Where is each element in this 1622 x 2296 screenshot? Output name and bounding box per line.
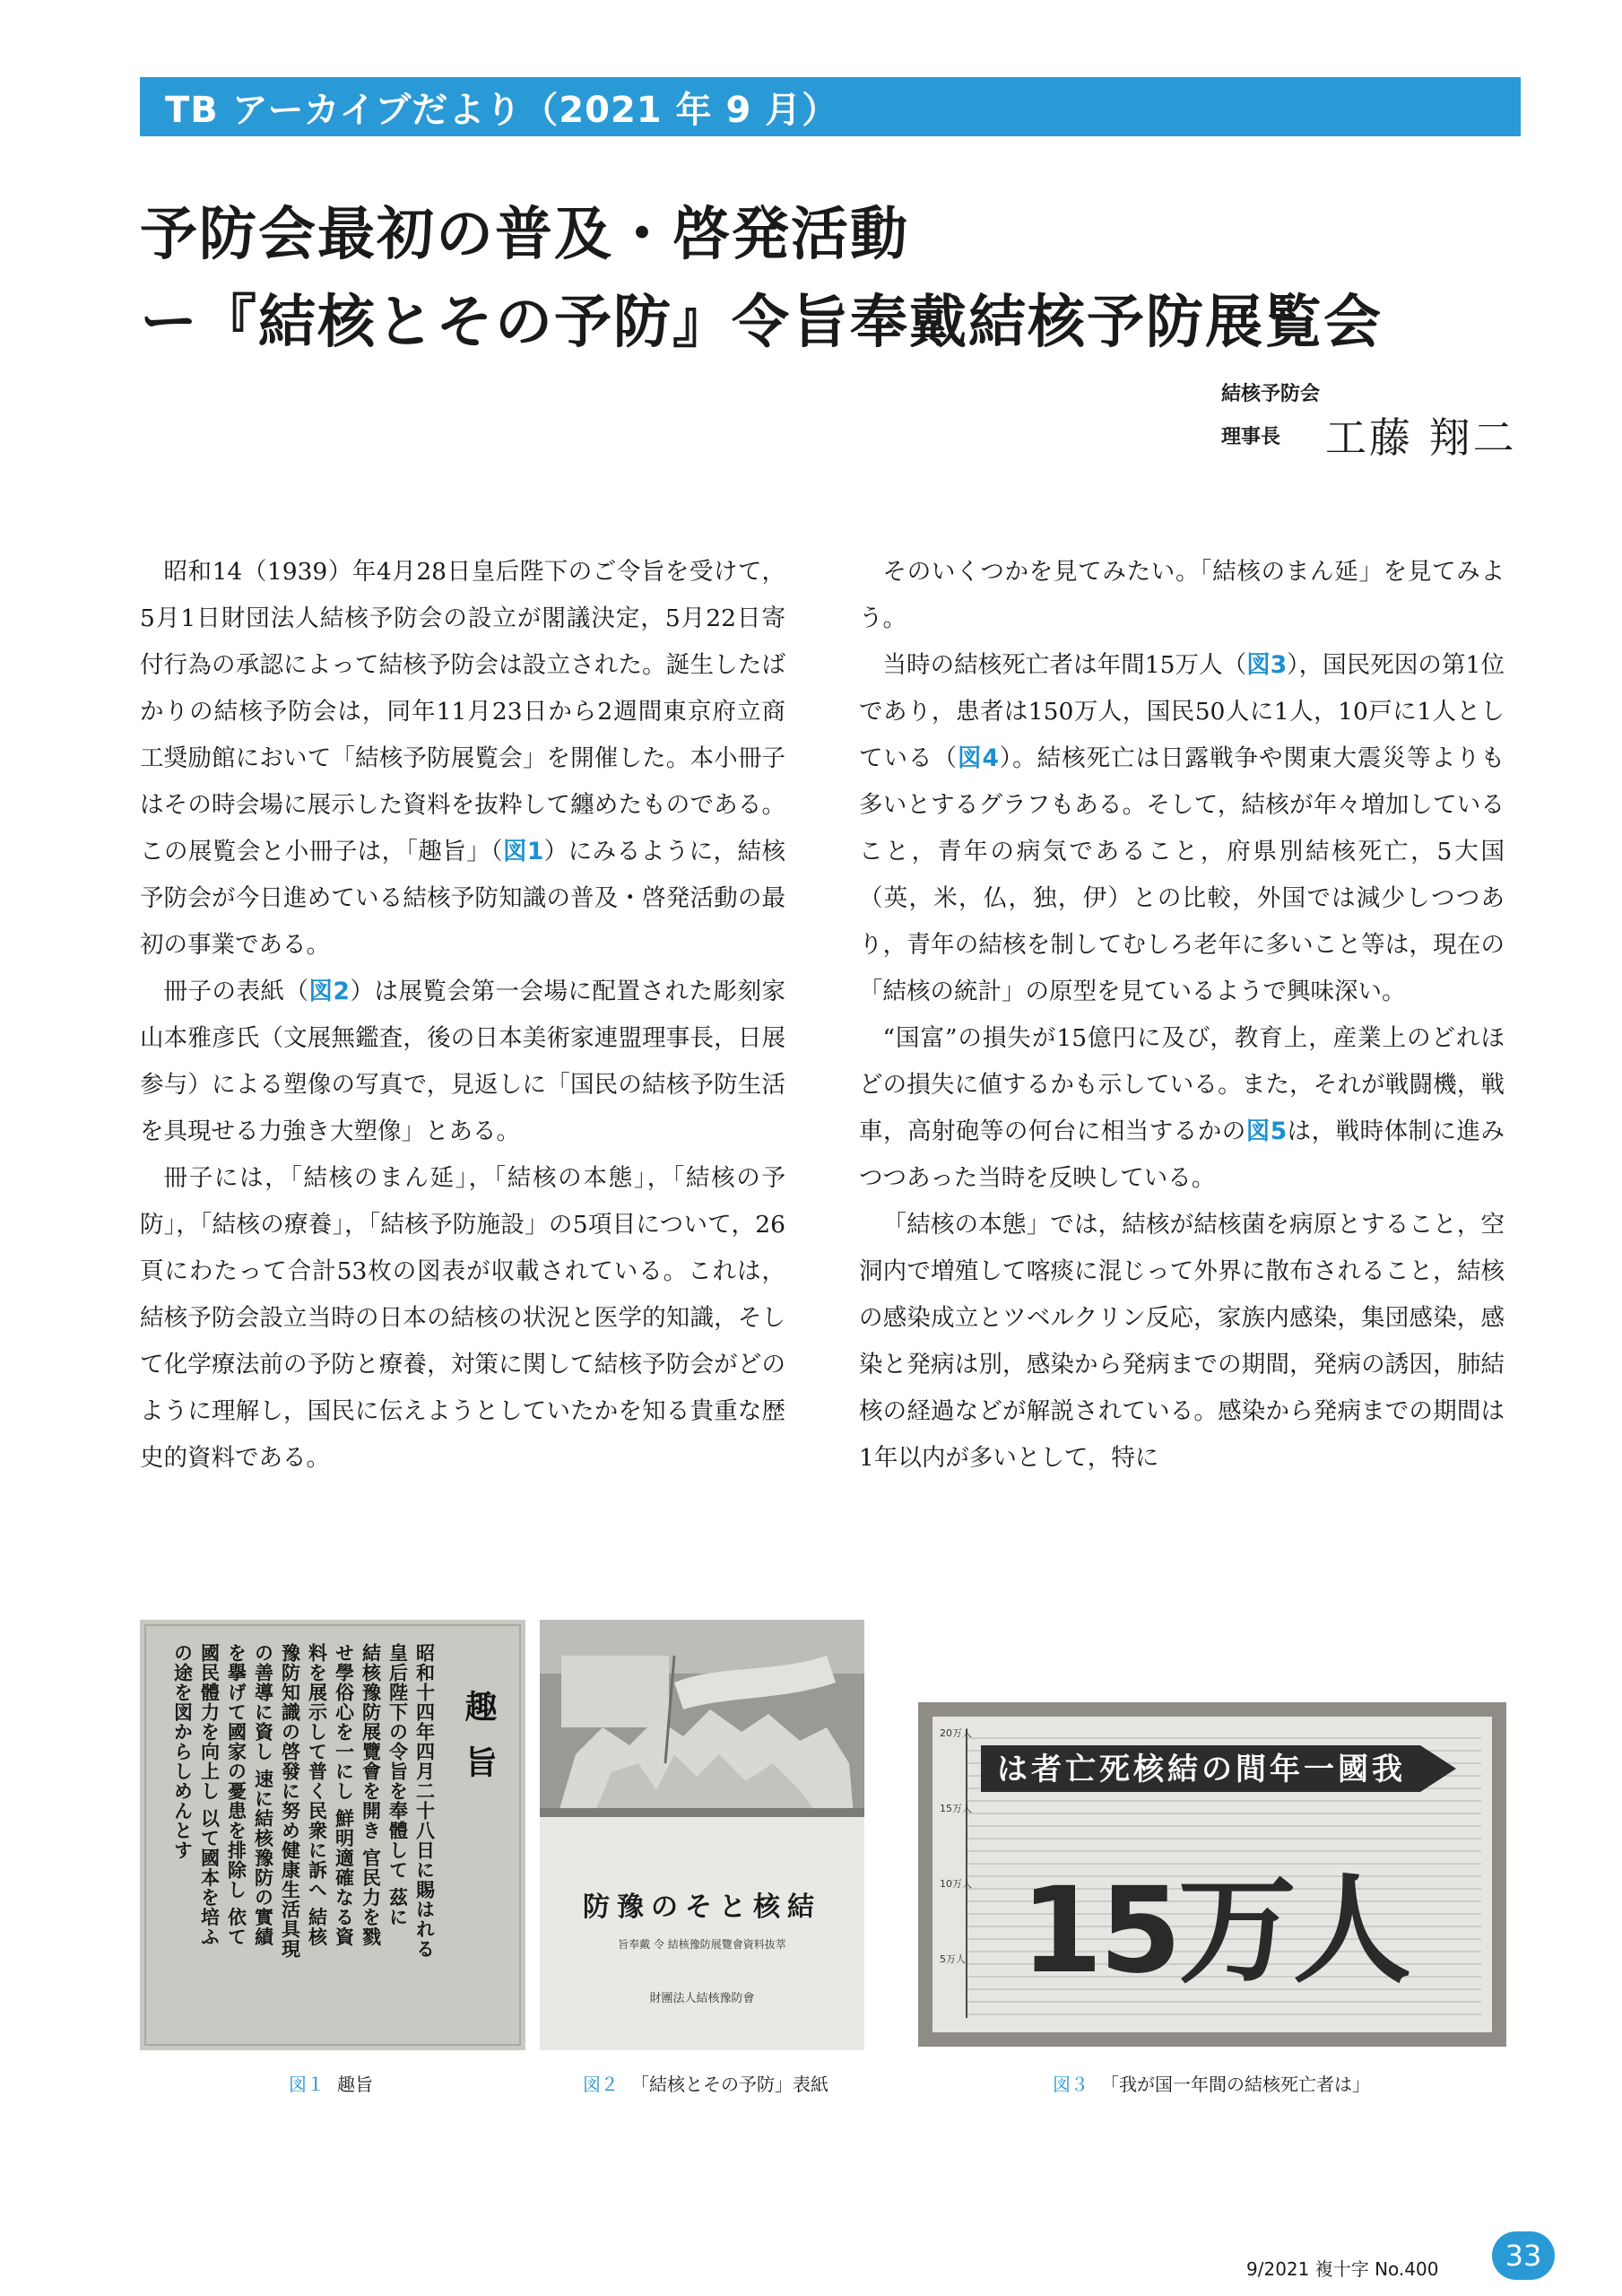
figure-1-svg: [140, 1620, 525, 2050]
figure-1-text-column: せ學俗心を一にし 鮮明適確なる資: [333, 1643, 356, 1947]
figure-3-caption: 図３ 「我が国一年間の結核死亡者は」: [1053, 2074, 1370, 2095]
section-banner-text: TB アーカイブだより（2021 年 9 月）: [165, 89, 839, 131]
section-banner: [140, 77, 1521, 136]
body-column-left: [140, 549, 785, 1482]
paragraph: 昭和14（1939）年4月28日皇后陛下のご令旨を受けて，5月1日財団法人結核予防会の設立が閣議決定，5月22日寄付行為の承認によって結核予防会は設立された。誕生したばかりの結核予防会は，同年11月23日から2週間東京府立商工奨励館において「結核予防展覧会」を開催した。本小冊子はその時会場に展示した資料を抜粋して纏めたものである。この展覧会と小冊子は，「趣旨」（図1）にみるように，結核予防会が今日進めている結核予防知識の普及・啓発活動の最初の事業である。: [140, 558, 785, 959]
author-name: 工藤 翔二: [1325, 413, 1517, 462]
figure-ref[interactable]: 図4: [957, 744, 999, 772]
figure-2-title: 防豫のそと核結: [583, 1892, 821, 1923]
figure-2-svg: [540, 1620, 864, 2050]
author-role: 理事長: [1221, 426, 1281, 448]
footer-folio: 9/2021 複十字 No.400: [1246, 2258, 1439, 2280]
figure-1-text-column: の途を図からしめんとす: [171, 1643, 195, 1860]
figure-ref[interactable]: 図2: [308, 978, 350, 1005]
paragraph: “国富”の損失が15億円に及び，教育上，産業上のどれほどの損失に値するかも示している。また，それが戦闘機，戦車，高射砲等の何台に相当するかの図5は，戦時体制に進みつつあった当時を反映している。: [859, 1024, 1505, 1192]
figure-ref[interactable]: 図1: [502, 838, 544, 865]
paragraph: そのいくつかを見てみたい。「結核のまん延」を見てみよう。: [859, 558, 1505, 632]
body-column-right: [859, 549, 1505, 1482]
figure-3-image: [918, 1702, 1506, 2047]
paragraph: 冊子の表紙（図2）は展覧会第一会場に配置された彫刻家山本雅彦氏（文展無鑑査，後の日本美術家連盟理事長，日展参与）による塑像の写真で，見返しに「国民の結核予防生活を具現せる力強き大塑像」とある。: [140, 978, 786, 1145]
article-title-line2: ー『結核とその予防』令旨奉戴結核予防展覧会: [140, 290, 1383, 356]
article-title-line1: 予防会最初の普及・啓発活動: [140, 202, 909, 268]
figure-1-heading: 趣旨: [460, 1690, 498, 1801]
author-organization: 結核予防会: [1221, 383, 1321, 405]
figure-3-svg: [918, 1702, 1506, 2047]
figure-ref[interactable]: 図3: [1246, 651, 1288, 679]
figure-3-tick-label: 10万人: [940, 1878, 972, 1890]
figure-1-text-column: の善導に資し 速に結核豫防の實績: [252, 1643, 275, 1947]
paragraph: 「結核の本態」では，結核が結核菌を病原とすること，空洞内で増殖して喀痰に混じって外界に散布されること，結核の感染成立とツベルクリン反応，家族内感染，集団感染，感染と発病は別，感染から発病までの期間，発病の誘因，肺結核の経過などが解説されている。感染から発病までの期間は1年以内が多いとして，特に: [859, 1211, 1505, 1472]
figure-3-tick-label: 5万人: [940, 1953, 966, 1965]
figure-3-tick-label: 20万人: [940, 1727, 972, 1739]
page-number: 33: [1492, 2231, 1555, 2280]
figure-2-caption: 図２ 「結核とその予防」表紙: [583, 2074, 828, 2095]
figure-1-text-column: 昭和十四年四月二十八日に賜はれる: [413, 1643, 437, 1959]
figure-1-text-column: を擧げて國家の憂患を排除し 依て: [225, 1643, 248, 1947]
figure-3-big-number: 15万人: [1020, 1862, 1408, 2000]
paragraph: 当時の結核死亡者は年間15万人（図3），国民死因の第1位であり，患者は150万人，国民50人に1人，10戸に1人としている（図4）。結核死亡は日露戦争や関東大震災等よりも多いとするグラフもある。そして，結核が年々増加していること，青年の病気であること，府県別結核死亡，5大国（英，米，仏，独，伊）との比較，外国では減少しつつあり，青年の結核を制してむしろ老年に多いこと等は，現在の「結核の統計」の原型を見ているようで興味深い。: [859, 651, 1505, 1005]
figure-3-banner: は者亡死核結の間年一國我: [997, 1752, 1406, 1787]
figure-1-image: [140, 1620, 525, 2050]
figure-ref[interactable]: 図5: [1245, 1118, 1288, 1145]
figure-1-text-column: 結核豫防展覽會を開き 官民力を戮: [360, 1643, 383, 1947]
figure-1-text-column: 國民體力を向上し 以て國本を培ふ: [198, 1643, 221, 1947]
figure-1-text-column: 料を展示して普く民衆に訴へ 結核: [306, 1643, 329, 1947]
figure-2-subtitle: 旨奉戴 令 結核豫防展覽會資料抜萃: [618, 1938, 786, 1951]
figure-1-text-column: 豫防知識の啓發に努め健康生活具現: [279, 1643, 302, 1959]
figure-2-image: [540, 1620, 864, 2050]
figure-2-publisher: 財團法人結核豫防會: [649, 1992, 755, 2005]
figure-3-tick-label: 15万人: [940, 1803, 972, 1814]
figure-1-caption: 図１ 趣旨: [289, 2074, 373, 2095]
paragraph: 冊子には，「結核のまん延」，「結核の本態」，「結核の予防」，「結核の療養」，「結核予防施設」の5項目について，26頁にわたって合計53枚の図表が収載されている。これは，結核予防会設立当時の日本の結核の状況と医学的知識，そして化学療法前の予防と療養，対策に関して結核予防会がどのように理解し，国民に伝えようとしていたかを知る貴重な歴史的資料である。: [140, 1164, 785, 1472]
figure-1-text-column: 皇后陛下の令旨を奉體して 茲に: [386, 1643, 410, 1927]
